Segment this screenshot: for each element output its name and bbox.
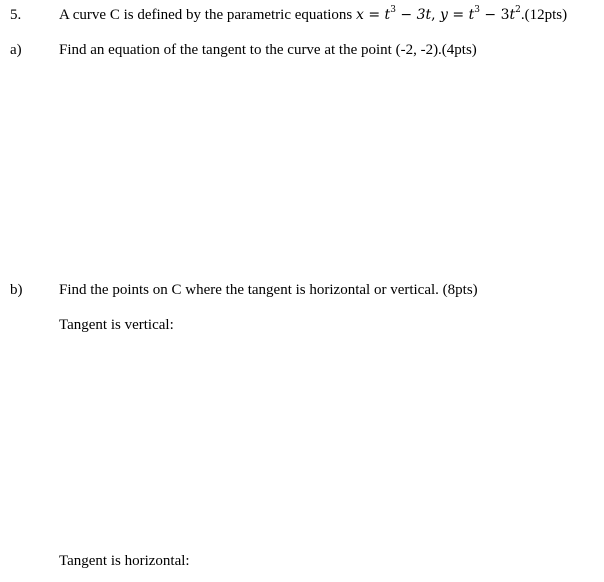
question-points: .(12pts) xyxy=(520,7,568,23)
coefficient-3: 3 xyxy=(500,7,510,23)
equals-sign-2: = xyxy=(452,7,465,23)
part-b-text: Find the points on C where the tangent is horizontal or vertical. (8pts) xyxy=(59,282,478,298)
minus-sign-1: − xyxy=(400,7,413,23)
x-variable: x xyxy=(356,7,364,23)
part-b-label: b) xyxy=(10,282,23,298)
equals-sign-1: = xyxy=(368,7,381,23)
part-a-label: a) xyxy=(10,42,22,58)
question-number: 5. xyxy=(10,7,22,23)
t-variable-1: t xyxy=(384,7,391,23)
exponent-2: 2 xyxy=(515,5,521,16)
question-intro: A curve C is defined by the parametric equations xyxy=(59,7,353,23)
tangent-horizontal-label: Tangent is horizontal: xyxy=(59,553,190,569)
question-statement xyxy=(59,6,567,24)
exponent-3-b: 3 xyxy=(474,5,480,16)
equation-comma: , xyxy=(431,7,436,23)
tangent-vertical-label: Tangent is vertical: xyxy=(59,317,174,333)
t-variable-2: t xyxy=(468,7,475,23)
parametric-equations xyxy=(356,7,521,23)
three-t-term: 3t xyxy=(416,7,432,23)
exponent-3-a: 3 xyxy=(390,5,396,16)
part-a-text: Find an equation of the tangent to the curve at the point (-2, -2).(4pts) xyxy=(59,42,477,58)
t-variable-3: t xyxy=(509,7,516,23)
y-variable: y xyxy=(440,7,448,23)
minus-sign-2: − xyxy=(484,7,497,23)
